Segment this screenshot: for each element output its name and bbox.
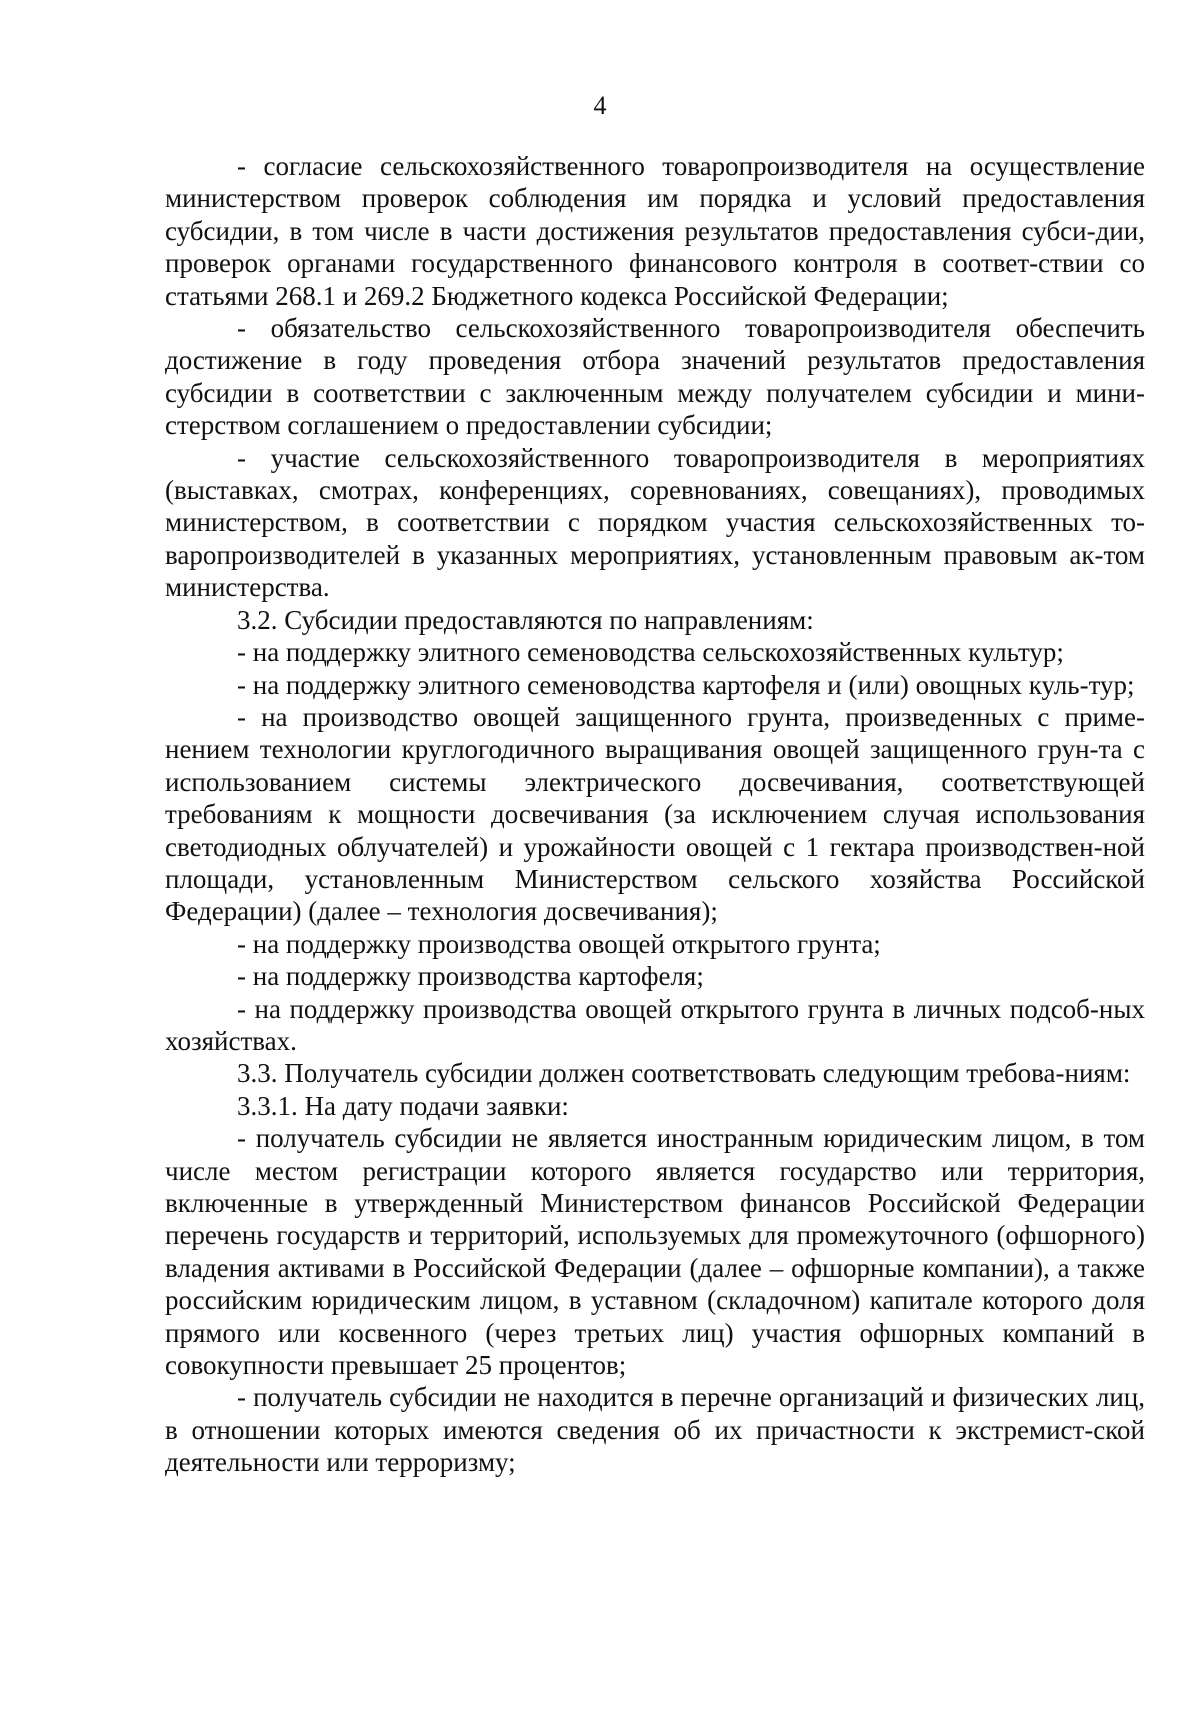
paragraph-section-3-3-1: 3.3.1. На дату подачи заявки: (237, 1090, 569, 1121)
list-item-potato-production: - на поддержку производства картофеля; (237, 961, 704, 992)
list-item-open-ground-vegetables: - на поддержку производства овощей открытого грунта; (237, 928, 881, 959)
paragraph-obligation-results: - обязательство сельскохозяйственного товаропроизводителя обеспечить достижение в году проведения отбора значений результатов предоставления субсидии в соответствии с заключенным между получателем субсидии и мини-стерством соглашением о предоставлении субсидии; (165, 313, 1145, 441)
paragraph-consent-inspections: - согласие сельскохозяйственного товаропроизводителя на осуществление министерством проверок соблюдения им порядка и условий предоставления субсидии, в том числе в части достижения результатов предоставления субси-дии, проверок органами государственного финансового контроля в соответ-ствии со статьями 268.1 и 269.2 Бюджетного кодекса Российской Федерации; (165, 151, 1145, 311)
page-number: 4 (593, 91, 607, 120)
paragraph-section-3-2: 3.2. Субсидии предоставляются по направлениям: (237, 604, 814, 635)
list-item-not-extremist-list: - получатель субсидии не находится в перечне организаций и физических лиц, в отношении которых имеются сведения об их причастности к экстремист-ской деятельности или терроризму; (165, 1382, 1145, 1478)
paragraph-section-3-3: 3.3. Получатель субсидии должен соответствовать следующим требова-ниям: (237, 1058, 1131, 1089)
document-body (165, 150, 1145, 1479)
list-item-greenhouse-vegetables: - на производство овощей защищенного грунта, произведенных с приме-нением технологии круглогодичного выращивания овощей защищенного грун-та с использованием системы электрического досвечивания, соответствующей требованиям к мощности досвечивания (за исключением случая использования светодиодных облучателей) и урожайности овощей с 1 гектара производствен-ной площади, установленным Министерством сельского хозяйства Российской Федерации) (далее – технология досвечивания); (165, 701, 1145, 927)
list-item-elite-seed-potato-vegetables: - на поддержку элитного семеноводства картофеля и (или) овощных куль-тур; (237, 669, 1135, 700)
list-item-household-vegetables: - на поддержку производства овощей открытого грунта в личных подсоб-ных хозяйствах. (165, 993, 1145, 1056)
list-item-elite-seed-crops: - на поддержку элитного семеноводства сельскохозяйственных культур; (237, 637, 1064, 668)
list-item-not-foreign-entity: - получатель субсидии не является иностранным юридическим лицом, в том числе местом регистрации которого является государство или территория, включенные в утвержденный Министерством финансов Российской Федерации перечень государств и территорий, используемых для промежуточного (офшорного) владения активами в Российской Федерации (далее – офшорные компании), а также российским юридическим лицом, в уставном (складочном) капитале которого доля прямого или косвенного (через третьих лиц) участия офшорных компаний в совокупности превышает 25 процентов; (165, 1123, 1145, 1381)
paragraph-participation-events: - участие сельскохозяйственного товаропроизводителя в мероприятиях (выставках, смотрах, конференциях, соревнованиях, совещаниях), проводимых министерством, в соответствии с порядком участия сельскохозяйственных то-варопроизводителей в указанных мероприятиях, установленным правовым ак-том министерства. (165, 442, 1145, 603)
